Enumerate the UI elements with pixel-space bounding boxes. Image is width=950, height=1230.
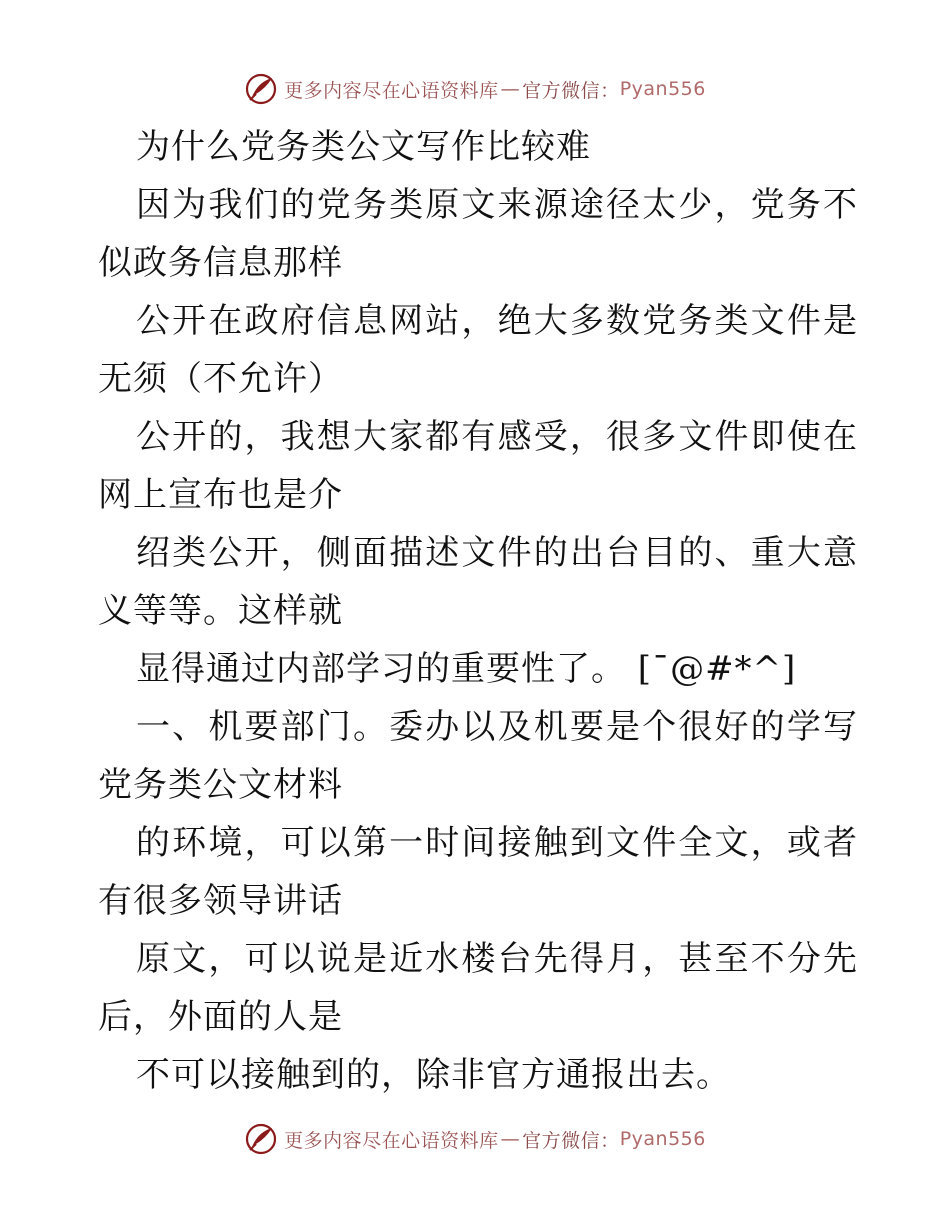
paragraph: 的环境，可以第一时间接触到文件全文，或者有很多领导讲话 (98, 823, 858, 921)
paragraph: 公开的，我想大家都有感受，很多文件即使在网上宣布也是介 (98, 417, 858, 515)
watermark-id: Pyan556 (619, 78, 706, 100)
header-watermark (0, 72, 950, 106)
watermark-separator: — (500, 1128, 521, 1150)
paragraph: 一、机要部门。委办以及机要是个很好的学写党务类公文材料 (98, 707, 858, 805)
paragraph: 原文，可以说是近水楼台先得月，甚至不分先后，外面的人是 (98, 939, 858, 1037)
paragraph: 不可以接触到的，除非官方通报出去。 (136, 1055, 731, 1095)
watermark-id: Pyan556 (619, 1128, 706, 1150)
paragraph: 绍类公开，侧面描述文件的出台目的、重大意义等等。这样就 (98, 533, 858, 631)
paragraph: 因为我们的党务类原文来源途径太少，党务不似政务信息那样 (98, 185, 858, 283)
quill-logo-icon (244, 1122, 278, 1156)
watermark-separator: — (500, 78, 521, 100)
watermark-official: 官方微信： (522, 1129, 620, 1152)
paragraph: 显得通过内部学习的重要性了。 [¯@#*^] (136, 649, 797, 689)
paragraph: 公开在政府信息网站，绝大多数党务类文件是无须（不允许） (98, 301, 858, 399)
document-body (98, 118, 858, 1104)
watermark-text: 更多内容尽在心语资料库 (284, 79, 499, 102)
footer-watermark (0, 1122, 950, 1156)
watermark-official: 官方微信： (522, 79, 620, 102)
quill-logo-icon (244, 72, 278, 106)
paragraph: 为什么党务类公文写作比较难 (136, 127, 591, 167)
watermark-text: 更多内容尽在心语资料库 (284, 1129, 499, 1152)
